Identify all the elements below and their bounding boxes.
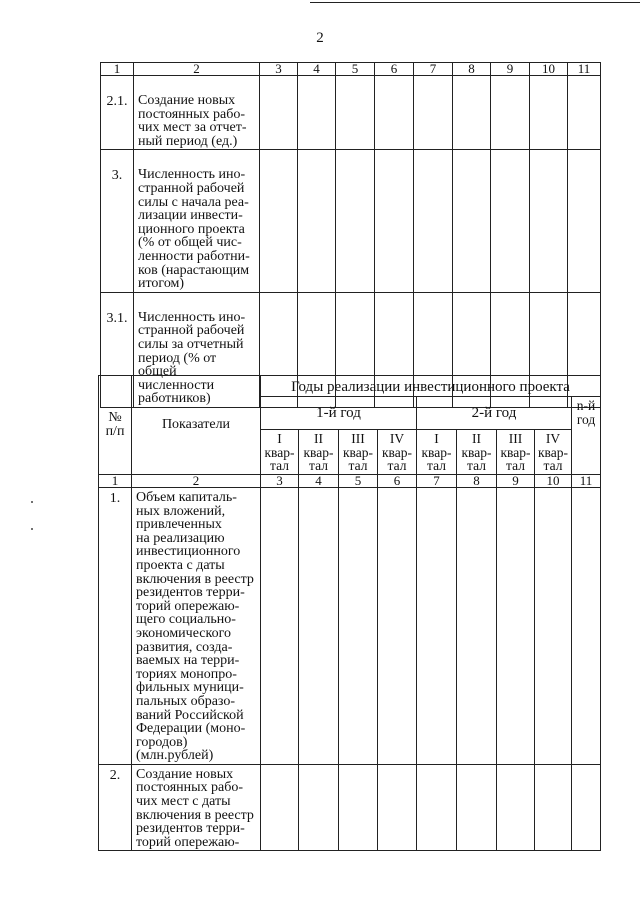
value-cell — [530, 150, 568, 292]
column-number: 8 — [453, 63, 491, 76]
value-cell — [491, 150, 530, 292]
value-cell — [260, 150, 298, 292]
column-number: 9 — [491, 63, 530, 76]
value-cell — [299, 764, 339, 851]
value-cell — [568, 76, 601, 150]
page-number: 2 — [316, 30, 324, 46]
value-cell — [261, 488, 299, 765]
column-number: 5 — [339, 475, 378, 488]
margin-dot — [31, 501, 33, 503]
value-cell — [457, 488, 497, 765]
indicator-text: Создание новых постоянных рабо- чих мест с даты включения в реестр резидентов терри- торий опережаю- — [132, 764, 261, 851]
value-cell — [572, 764, 601, 851]
column-number: 10 — [535, 475, 572, 488]
column-number: 2 — [132, 475, 261, 488]
column-number: 9 — [497, 475, 535, 488]
column-number: 8 — [457, 475, 497, 488]
value-cell — [417, 488, 457, 765]
column-number: 4 — [299, 475, 339, 488]
value-cell — [497, 764, 535, 851]
column-number: 7 — [414, 63, 453, 76]
value-cell — [261, 764, 299, 851]
value-cell — [497, 488, 535, 765]
indicator-text: Численность ино- странной рабочей силы за отчетный период (% от общей численности работников) — [134, 292, 260, 407]
column-number-row — [99, 475, 601, 488]
years-header: Годы реализации инвестиционного проекта — [261, 376, 601, 397]
top-rule — [310, 2, 640, 3]
row-number: 3.1. — [101, 292, 134, 407]
column-number: 3 — [261, 475, 299, 488]
quarter-header: IV квар- тал — [535, 430, 572, 475]
quarter-header: II квар- тал — [299, 430, 339, 475]
value-cell — [339, 488, 378, 765]
header-row-years — [99, 376, 601, 397]
margin-dot — [31, 528, 33, 530]
quarter-header: III квар- тал — [339, 430, 378, 475]
column-number: 2 — [134, 63, 260, 76]
index-header: № п/п — [99, 376, 132, 475]
value-cell — [453, 150, 491, 292]
table-row — [99, 488, 601, 765]
column-number: 1 — [101, 63, 134, 76]
row-number: 3. — [101, 150, 134, 292]
table-row — [101, 76, 601, 150]
column-number: 7 — [417, 475, 457, 488]
value-cell — [535, 488, 572, 765]
value-cell — [375, 76, 414, 150]
year-1-header: 1-й год — [261, 397, 417, 430]
quarter-header: II квар- тал — [457, 430, 497, 475]
year-n-header: n-й год — [572, 397, 601, 475]
column-number: 1 — [99, 475, 132, 488]
year-2-header: 2-й год — [417, 397, 572, 430]
column-number: 6 — [375, 63, 414, 76]
value-cell — [572, 488, 601, 765]
value-cell — [336, 150, 375, 292]
column-number: 3 — [260, 63, 298, 76]
table-row — [99, 764, 601, 851]
quarter-header: III квар- тал — [497, 430, 535, 475]
value-cell — [299, 488, 339, 765]
column-number: 11 — [572, 475, 601, 488]
column-number: 10 — [530, 63, 568, 76]
value-cell — [530, 76, 568, 150]
column-number-row — [101, 63, 601, 76]
value-cell — [378, 764, 417, 851]
value-cell — [491, 76, 530, 150]
quarter-header: I квар- тал — [261, 430, 299, 475]
value-cell — [457, 764, 497, 851]
value-cell — [378, 488, 417, 765]
column-number: 4 — [298, 63, 336, 76]
value-cell — [414, 76, 453, 150]
value-cell — [298, 150, 336, 292]
indicator-text: Создание новых постоянных рабо- чих мест за отчет- ный период (ед.) — [134, 76, 260, 150]
table-row — [101, 150, 601, 292]
investment-project-table — [98, 375, 601, 851]
row-number: 2. — [99, 764, 132, 851]
value-cell — [568, 150, 601, 292]
value-cell — [260, 76, 298, 150]
column-number: 5 — [336, 63, 375, 76]
row-number: 1. — [99, 488, 132, 765]
value-cell — [535, 764, 572, 851]
value-cell — [336, 76, 375, 150]
column-number: 6 — [378, 475, 417, 488]
quarter-header: I квар- тал — [417, 430, 457, 475]
value-cell — [453, 76, 491, 150]
indicator-header: Показатели — [132, 376, 261, 475]
continuation-table — [100, 62, 601, 408]
value-cell — [339, 764, 378, 851]
value-cell — [298, 76, 336, 150]
quarter-header: IV квар- тал — [378, 430, 417, 475]
value-cell — [414, 150, 453, 292]
value-cell — [417, 764, 457, 851]
column-number: 11 — [568, 63, 601, 76]
indicator-text: Объем капиталь- ных вложений, привлеченных на реализацию инвестиционного проекта с даты включения в реестр резидентов терри- торий опережаю- щего социально- экономического развития, созда- ваемых на терри- ториях монопро- фильных муници- пальных образо- ваний Российской Федерации (моно- городов) (млн.рублей) — [132, 488, 261, 765]
row-number: 2.1. — [101, 76, 134, 150]
indicator-text: Численность ино- странной рабочей силы с начала реа- лизации инвести- ционного проекта (% от общей чис- ленности работни- ков (нарастающим итогом) — [134, 150, 260, 292]
value-cell — [375, 150, 414, 292]
